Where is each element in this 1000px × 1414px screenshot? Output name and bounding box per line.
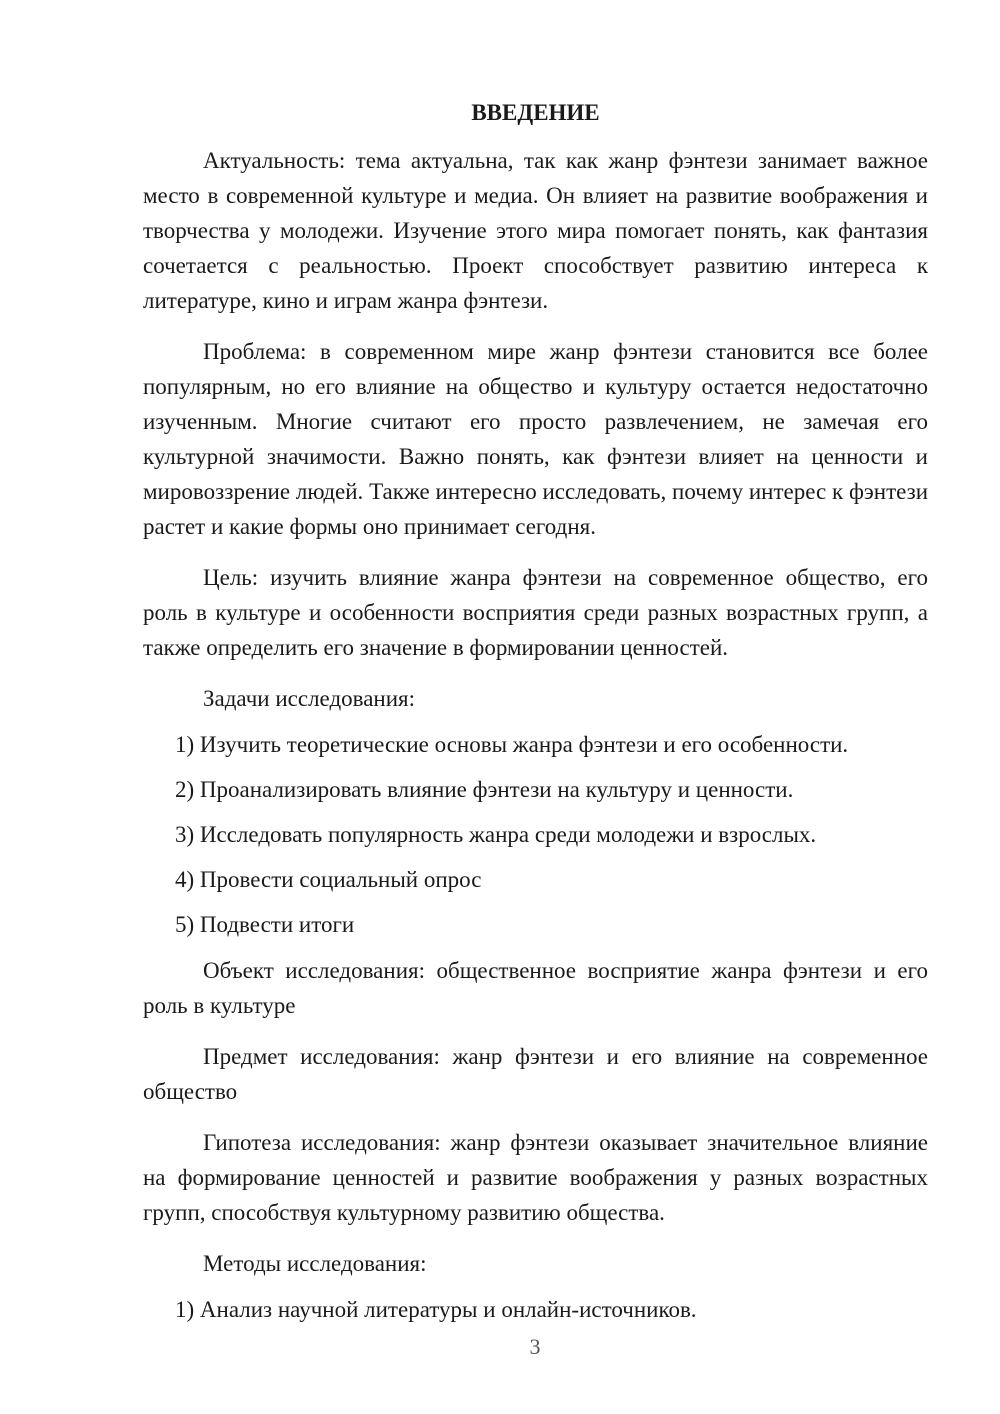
methods-list [143, 1292, 928, 1327]
list-item: 1) Анализ научной литературы и онлайн-источников. [175, 1297, 697, 1322]
goal-paragraph: Цель: изучить влияние жанра фэнтези на современное общество, его роль в культуре и особенности восприятия среди разных возрастных групп, а также определить его значение в формировании ценностей. [143, 565, 928, 660]
list-item: 2) Проанализировать влияние фэнтези на культуру и ценности. [175, 777, 794, 802]
document-page [143, 95, 928, 1338]
hypothesis-paragraph: Гипотеза исследования: жанр фэнтези оказывает значительное влияние на формирование ценностей и развитие воображения у разных возрастных групп, способствуя культурному развитию общества. [143, 1130, 928, 1225]
section-title: ВВЕДЕНИЕ [471, 100, 600, 125]
list-item: 4) Провести социальный опрос [175, 867, 482, 892]
tasks-list [143, 727, 928, 942]
list-item: 1) Изучить теоретические основы жанра фэнтези и его особенности. [175, 732, 849, 757]
subject-paragraph: Предмет исследования: жанр фэнтези и его влияние на современное общество [143, 1044, 928, 1104]
tasks-heading: Задачи исследования: [203, 686, 416, 711]
problem-paragraph: Проблема: в современном мире жанр фэнтези становится все более популярным, но его влияние на общество и культуру остается недостаточно изученным. Многие считают его просто развлечением, не замечая его культурной значимости. Важно понять, как фэнтези влияет на ценности и мировоззрение людей. Также интересно исследовать, почему интерес к фэнтези растет и какие формы оно принимает сегодня. [143, 339, 928, 539]
list-item: 3) Исследовать популярность жанра среди молодежи и взрослых. [175, 822, 817, 847]
list-item: 5) Подвести итоги [175, 912, 355, 937]
object-paragraph: Объект исследования: общественное восприятие жанра фэнтези и его роль в культуре [143, 958, 928, 1018]
relevance-paragraph: Актуальность: тема актуальна, так как жанр фэнтези занимает важное место в современной культуре и медиа. Он влияет на развитие воображения и творчества у молодежи. Изучение этого мира помогает понять, как фантазия сочетается с реальностью. Проект способствует развитию интереса к литературе, кино и играм жанра фэнтези. [143, 148, 928, 313]
methods-heading: Методы исследования: [203, 1251, 427, 1276]
page-number: 3 [529, 1334, 541, 1359]
